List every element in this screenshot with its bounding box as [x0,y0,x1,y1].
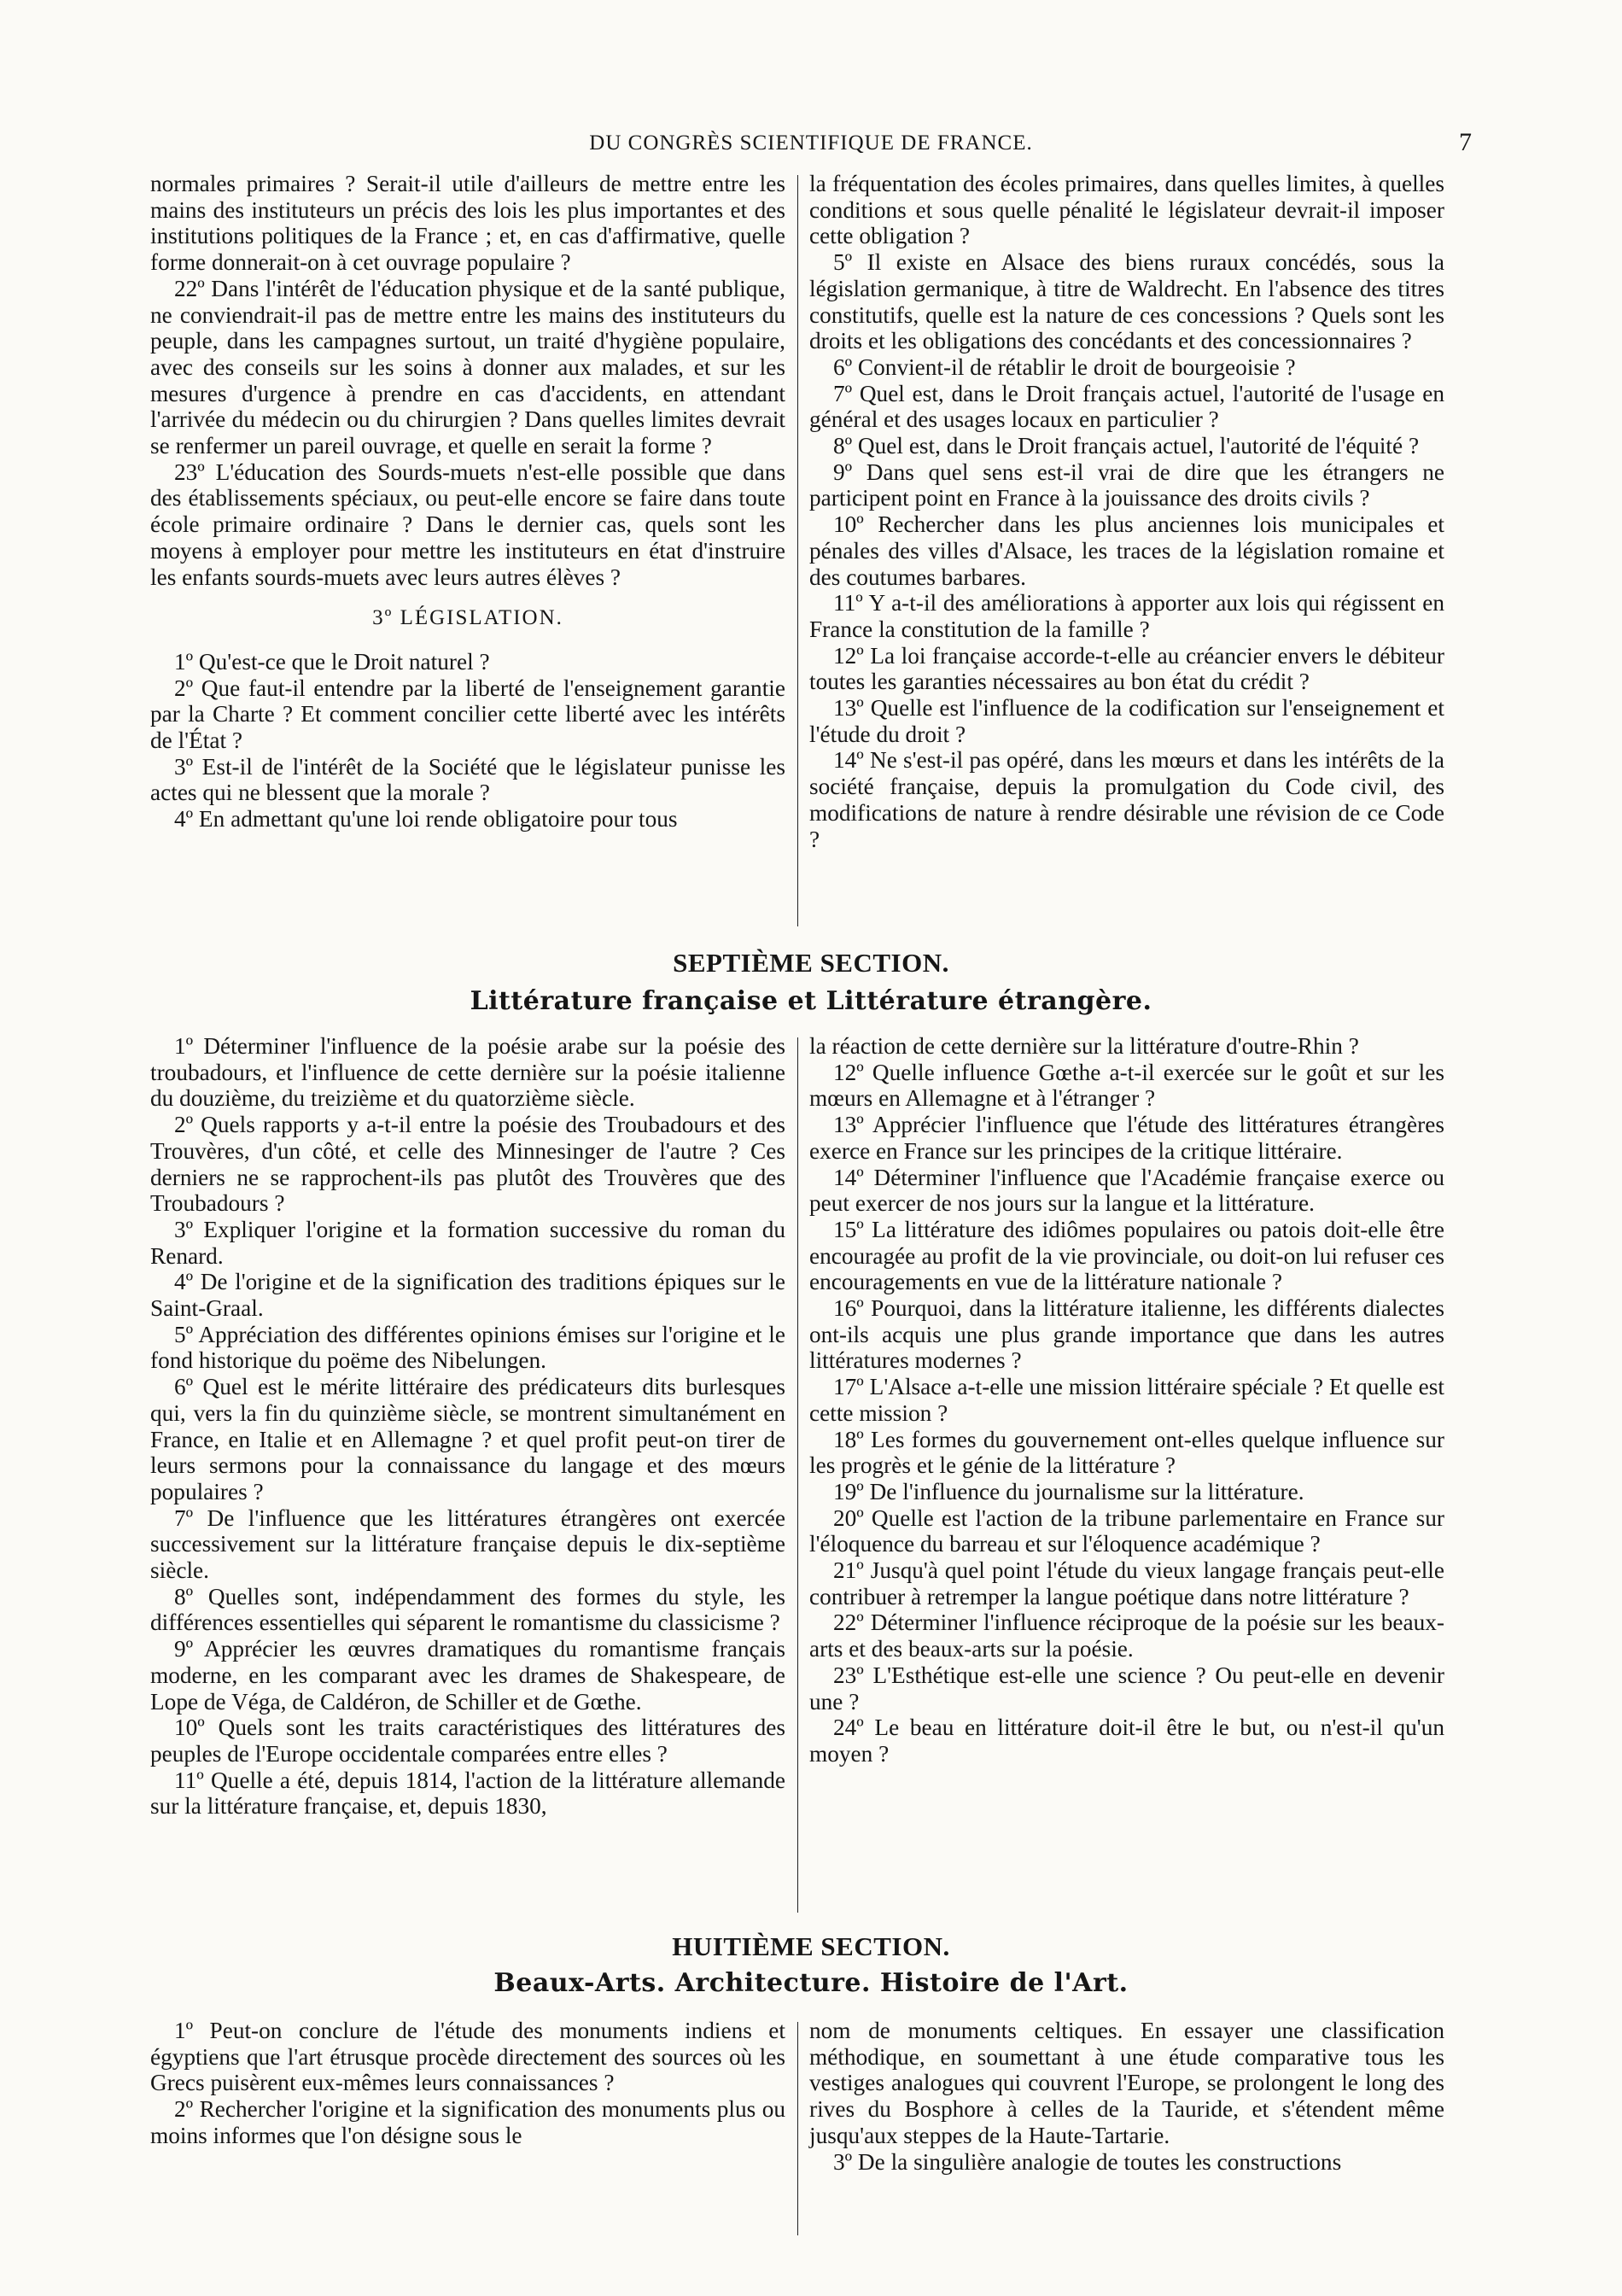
paragraph: la réaction de cette dernière sur la littérature d'outre-Rhin ? [809,1033,1359,1059]
paragraph: 18º Les formes du gouvernement ont-elles quelque influence sur les progrès et le génie de la littérature ? [809,1426,1444,1479]
paragraph: 3º Est-il de l'intérêt de la Société que le législateur punisse les actes qui ne blessent que la morale ? [150,753,785,806]
block1-left-column [150,171,785,833]
paragraph: 7º Quel est, dans le Droit français actuel, l'autorité de l'usage en général et des usages locaux en particulier ? [809,380,1444,433]
subsection-heading: 3º LÉGISLATION. [372,606,563,630]
paragraph: 2º Quels rapports y a-t-il entre la poésie des Troubadours et des Trouvères, d'un côté, et celle des Minnesinger de l'autre ? Ces derniers ne se rapprochent-ils pas plutôt des Trouvères que des Troubadours ? [150,1112,785,1217]
paragraph: 8º Quelles sont, indépendamment des formes du style, les différences essentielles qui séparent le romantisme du classicisme ? [150,1583,785,1636]
paragraph: 11º Quelle a été, depuis 1814, l'action de la littérature allemande sur la littérature française, et, depuis 1830, [150,1767,785,1820]
paragraph: 3º Expliquer l'origine et la formation successive du roman du Renard. [150,1216,785,1269]
paragraph: 7º De l'influence que les littératures étrangères ont exercée successivement sur la littérature française depuis le dix-septième siècle. [150,1504,785,1584]
paragraph: 12º Quelle influence Gœthe a-t-il exercée sur le goût et sur les mœurs en Allemagne et à l'étranger ? [809,1059,1444,1112]
paragraph: 12º La loi française accorde-t-elle au créancier envers le débiteur toutes les garanties nécessaires au bon état du crédit ? [809,642,1444,695]
paragraph: 13º Quelle est l'influence de la codification sur l'enseignement et l'étude du droit ? [809,695,1444,747]
paragraph: 2º Que faut-il entendre par la liberté de l'enseignement garantie par la Charte ? Et comment concilier cette liberté avec les intérêts de l'État ? [150,675,785,754]
paragraph: 4º En admettant qu'une loi rende obligatoire pour tous [174,806,678,833]
paragraph: 24º Le beau en littérature doit-il être le but, ou n'est-il qu'un moyen ? [809,1715,1444,1767]
paragraph: 17º L'Alsace a-t-elle une mission littéraire spéciale ? Et quelle est cette mission ? [809,1374,1444,1426]
paragraph: 10º Rechercher dans les plus anciennes lois municipales et pénales des villes d'Alsace, les traces de la législation romaine et des coutumes barbares. [809,511,1444,590]
paragraph: 21º Jusqu'à quel point l'étude du vieux langage français peut-elle contribuer à retremper la langue poétique dans notre littérature ? [809,1557,1444,1610]
section-title: SEPTIÈME SECTION. [673,948,949,978]
paragraph: 9º Apprécier les œuvres dramatiques du romantisme français moderne, en les comparant avec les drames de Shakespeare, de Lope de Véga, de Caldéron, de Schiller et de Gœthe. [150,1636,785,1715]
section7-left-column [150,1033,785,1820]
section8-left-column [150,2018,785,2149]
paragraph: 6º Quel est le mérite littéraire des prédicateurs dits burlesques qui, vers la fin du quinzième siècle, se montrent simultanément en France, en Italie et en Allemagne ? et quel profit peut-on tirer de leurs sermons pour la connaissance du langage et des mœurs populaires ? [150,1374,785,1504]
paragraph: 23º L'éducation des Sourds-muets n'est-elle possible que dans des établissements spéciaux, ou peut-elle encore se faire dans toute école primaire ordinaire ? Dans le dernier cas, quels sont les moyens à employer pour mettre les instituteurs en état d'instruire les enfants sourds-muets avec leurs autres élèves ? [150,459,785,590]
paragraph: 1º Peut-on conclure de l'étude des monuments indiens et égyptiens que l'art étrusque procède directement des sources où les Grecs puisèrent eux-mêmes leurs connaissances ? [150,2018,785,2096]
paragraph: 5º Il existe en Alsace des biens ruraux concédés, sous la législation germanique, à titre de Waldrecht. En l'absence des titres constitutifs, quelle est la nature de ces concessions ? Quels sont les droits et les obligations des concédants et des concessionnaires ? [809,249,1444,354]
paragraph: 23º L'Esthétique est-elle une science ? Ou peut-elle en devenir une ? [809,1662,1444,1715]
paragraph: nom de monuments celtiques. En essayer une classification méthodique, en soumettant à une étude comparative tous les vestiges analogues qui couvrent l'Europe, se prolongent le long des rives du Bosphore à celles de la Tauride, et s'étendent même jusqu'aux steppes de la Haute-Tartarie. [809,2018,1444,2148]
paragraph: 4º De l'origine et de la signification des traditions épiques sur le Saint-Graal. [150,1269,785,1322]
paragraph: 14º Déterminer l'influence que l'Académie française exerce ou peut exercer de nos jours sur la langue et la littérature. [809,1164,1444,1217]
column-rule [797,1037,798,1913]
paragraph: 5º Appréciation des différentes opinions émises sur l'origine et le fond historique du poëme des Nibelungen. [150,1321,785,1374]
running-title: DU CONGRÈS SCIENTIFIQUE DE FRANCE. [589,131,1033,155]
column-rule [797,175,798,926]
paragraph: 3º De la singulière analogie de toutes les constructions [833,2148,1342,2175]
running-header [150,128,1472,162]
section8-right-column [809,2018,1444,2175]
paragraph: 9º Dans quel sens est-il vrai de dire que les étrangers ne participent point en France à la jouissance des droits civils ? [809,459,1444,511]
paragraph: 15º La littérature des idiômes populaires ou patois doit-elle être encouragée au profit de la vie provinciale, ou doit-on lui refuser ces encouragements en vue de la littérature nationale ? [809,1216,1444,1295]
page-number: 7 [1459,128,1472,156]
paragraph: 22º Déterminer l'influence réciproque de la poésie sur les beaux-arts et des beaux-arts sur la poésie. [809,1610,1444,1662]
paragraph: la fréquentation des écoles primaires, dans quelles limites, à quelles conditions et sous quelle pénalité le législateur devrait-il imposer cette obligation ? [809,171,1444,249]
section-title: HUITIÈME SECTION. [672,1931,950,1961]
paragraph: 14º Ne s'est-il pas opéré, dans les mœurs et dans les intérêts de la société française, depuis la promulgation du Code civil, des modifications de nature à rendre désirable une révision de ce Code ? [809,747,1444,852]
section-subtitle: Beaux-Arts. Architecture. Histoire de l'Art. [493,1968,1129,1998]
paragraph: 22º Dans l'intérêt de l'éducation physique et de la santé publique, ne conviendrait-il pas de mettre entre les mains des instituteurs du peuple, dans les campagnes surtout, un traité d'hygiène populaire, avec des conseils sur les soins à donner aux malades, et sur les mesures d'urgence à prendre en cas d'accidents, en attendant l'arrivée du médecin ou du chirurgien ? Dans quelles limites devrait se renfermer un pareil ouvrage, et quelle en serait la forme ? [150,275,785,459]
paragraph: 1º Qu'est-ce que le Droit naturel ? [174,648,490,675]
paragraph: 19º De l'influence du journalisme sur la littérature. [833,1478,1304,1504]
paragraph: 1º Déterminer l'influence de la poésie arabe sur la poésie des troubadours, et l'influence de cette dernière sur la poésie italienne du douzième, du treizième et du quatorzième siècle. [150,1033,785,1112]
paragraph: 6º Convient-il de rétablir le droit de bourgeoisie ? [833,353,1296,380]
paragraph: 8º Quel est, dans le Droit français actuel, l'autorité de l'équité ? [833,433,1420,459]
paragraph: 2º Rechercher l'origine et la signification des monuments plus ou moins informes que l'on désigne sous le [150,2096,785,2148]
paragraph: 11º Y a-t-il des améliorations à apporter aux lois qui régissent en France la constitution de la famille ? [809,590,1444,642]
paragraph: normales primaires ? Serait-il utile d'ailleurs de mettre entre les mains des instituteurs un précis des lois les plus importantes et des institutions politiques de la France ; et, en cas d'affirmative, quelle forme donnerait-on à cet ouvrage populaire ? [150,171,785,276]
paragraph: 10º Quels sont les traits caractéristiques des littératures des peuples de l'Europe occidentale comparées entre elles ? [150,1715,785,1767]
block1-right-column [809,171,1444,852]
section-subtitle: Littérature française et Littérature étrangère. [470,986,1152,1016]
paragraph: 20º Quelle est l'action de la tribune parlementaire en France sur l'éloquence du barreau et sur l'éloquence académique ? [809,1504,1444,1557]
section7-right-column [809,1033,1444,1767]
column-rule [797,2022,798,2235]
paragraph: 16º Pourquoi, dans la littérature italienne, les différents dialectes ont-ils acquis une plus grande importance que dans les autres littératures modernes ? [809,1295,1444,1374]
paragraph: 13º Apprécier l'influence que l'étude des littératures étrangères exerce en France sur les principes de la critique littéraire. [809,1112,1444,1164]
